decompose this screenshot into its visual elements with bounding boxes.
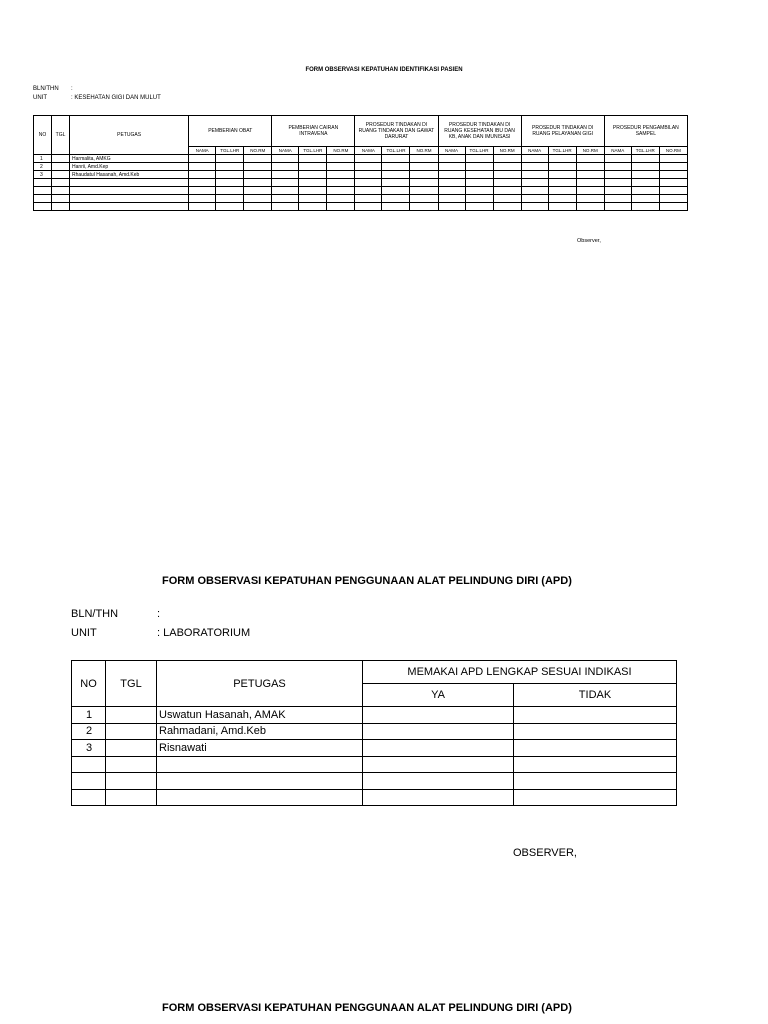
row-value-cell: [382, 195, 410, 203]
row-value-cell: [189, 163, 216, 171]
row-value-cell: [327, 195, 355, 203]
row-no-cell: [34, 187, 52, 195]
row-petugas-cell: Rhaudatul Hasanah, Amd.Keb: [70, 171, 189, 179]
row-value-cell: [631, 179, 659, 187]
table-row: [72, 740, 677, 757]
row-value-cell: [382, 171, 410, 179]
row-petugas-cell: Hanrii, Amd.Kep: [70, 163, 189, 171]
row-value-cell: [382, 179, 410, 187]
row-value-cell: [521, 155, 548, 163]
row-value-cell: [576, 171, 604, 179]
sub-header: NO.RM: [410, 147, 438, 155]
row-no-cell: [72, 789, 106, 806]
table-row: [72, 707, 677, 724]
form2-bln-label: BLN/THN: [71, 608, 119, 620]
form2-observer-label: OBSERVER,: [513, 847, 577, 859]
row-value-cell: [514, 723, 677, 740]
row-value-cell: [189, 195, 216, 203]
row-no-cell: 2: [72, 723, 106, 740]
row-value-cell: [189, 203, 216, 211]
row-value-cell: [272, 203, 299, 211]
form3-title: FORM OBSERVASI KEPATUHAN PENGGUNAAN ALAT PELINDUNG DIRI (APD): [162, 1002, 572, 1014]
sub-header: TGL.LHR: [299, 147, 327, 155]
row-value-cell: [493, 155, 521, 163]
sub-header: TGL.LHR: [631, 147, 659, 155]
row-value-cell: [604, 171, 631, 179]
row-value-cell: [521, 179, 548, 187]
group-header: PROSEDUR TINDAKAN DI RUANG TINDAKAN DAN GAWAT DARURAT: [355, 116, 438, 147]
row-value-cell: [299, 163, 327, 171]
row-value-cell: [382, 163, 410, 171]
sub-header: NO.RM: [659, 147, 687, 155]
row-value-cell: [299, 179, 327, 187]
row-value-cell: [216, 203, 244, 211]
row-value-cell: [355, 179, 382, 187]
row-value-cell: [272, 171, 299, 179]
row-value-cell: [272, 179, 299, 187]
row-value-cell: [216, 171, 244, 179]
row-petugas-cell: [157, 756, 363, 773]
form1-bln-label: BLN/THN: [33, 86, 59, 92]
form2-table: [71, 660, 677, 806]
row-petugas-cell: Rahmadani, Amd.Keb: [157, 723, 363, 740]
row-value-cell: [355, 163, 382, 171]
row-value-cell: [410, 171, 438, 179]
row-petugas-cell: Harmalita, AMKG: [70, 155, 189, 163]
row-value-cell: [465, 203, 493, 211]
row-value-cell: [521, 203, 548, 211]
row-value-cell: [244, 163, 272, 171]
sub-header: TGL.LHR: [216, 147, 244, 155]
col-no-header: NO: [34, 116, 52, 155]
group-header: MEMAKAI APD LENGKAP SESUAI INDIKASI: [363, 661, 677, 684]
form1-title: FORM OBSERVASI KEPATUHAN IDENTIFIKASI PASIEN: [305, 67, 463, 73]
row-value-cell: [410, 195, 438, 203]
row-value-cell: [244, 195, 272, 203]
row-value-cell: [327, 163, 355, 171]
row-value-cell: [410, 155, 438, 163]
table-row: [34, 203, 688, 211]
row-value-cell: [216, 187, 244, 195]
row-petugas-cell: Uswatun Hasanah, AMAK: [157, 707, 363, 724]
row-value-cell: [355, 187, 382, 195]
row-tgl-cell: [52, 203, 70, 211]
row-value-cell: [438, 163, 465, 171]
row-value-cell: [216, 195, 244, 203]
sub-header: NAMA: [438, 147, 465, 155]
row-tgl-cell: [106, 756, 157, 773]
row-no-cell: [34, 195, 52, 203]
row-value-cell: [216, 163, 244, 171]
row-value-cell: [438, 195, 465, 203]
form1-table: [33, 115, 688, 211]
row-value-cell: [363, 740, 514, 757]
group-header: PROSEDUR TINDAKAN DI RUANG PELAYANAN GIGI: [521, 116, 604, 147]
row-value-cell: [244, 171, 272, 179]
row-value-cell: [493, 187, 521, 195]
row-value-cell: [299, 155, 327, 163]
col-petugas-header: PETUGAS: [157, 661, 363, 707]
row-value-cell: [604, 187, 631, 195]
form2-unit-value: : LABORATORIUM: [157, 627, 251, 639]
group-header: PEMBERIAN CAIRAN INTRAVENA: [272, 116, 355, 147]
row-value-cell: [438, 155, 465, 163]
row-value-cell: [438, 179, 465, 187]
row-value-cell: [363, 707, 514, 724]
row-value-cell: [189, 171, 216, 179]
row-petugas-cell: [70, 187, 189, 195]
form2-unit-label: UNIT: [71, 627, 97, 639]
col-petugas-header: PETUGAS: [70, 116, 189, 155]
sub-header: NAMA: [189, 147, 216, 155]
row-no-cell: 1: [34, 155, 52, 163]
col-tgl-header: TGL: [52, 116, 70, 155]
table-row: [72, 723, 677, 740]
row-petugas-cell: [157, 773, 363, 790]
col-tidak-header: TIDAK: [514, 684, 677, 707]
row-value-cell: [548, 163, 576, 171]
row-value-cell: [189, 179, 216, 187]
row-value-cell: [631, 163, 659, 171]
row-tgl-cell: [52, 155, 70, 163]
sub-header: TGL.LHR: [548, 147, 576, 155]
row-value-cell: [521, 195, 548, 203]
row-value-cell: [631, 155, 659, 163]
row-value-cell: [216, 179, 244, 187]
row-value-cell: [438, 187, 465, 195]
row-tgl-cell: [106, 740, 157, 757]
table-row: [72, 773, 677, 790]
form1-unit-label: UNIT: [33, 95, 47, 101]
row-value-cell: [659, 203, 687, 211]
row-value-cell: [604, 163, 631, 171]
row-value-cell: [465, 195, 493, 203]
row-value-cell: [438, 171, 465, 179]
row-value-cell: [244, 155, 272, 163]
row-tgl-cell: [106, 789, 157, 806]
row-no-cell: [34, 179, 52, 187]
row-no-cell: [72, 756, 106, 773]
row-value-cell: [576, 163, 604, 171]
row-value-cell: [631, 203, 659, 211]
row-value-cell: [514, 756, 677, 773]
row-value-cell: [410, 187, 438, 195]
row-value-cell: [631, 187, 659, 195]
row-value-cell: [493, 171, 521, 179]
col-no-header: NO: [72, 661, 106, 707]
row-petugas-cell: [157, 789, 363, 806]
form1-unit-value: : KESEHATAN GIGI DAN MULUT: [71, 95, 161, 101]
row-value-cell: [382, 203, 410, 211]
row-value-cell: [659, 195, 687, 203]
row-value-cell: [659, 179, 687, 187]
row-value-cell: [604, 203, 631, 211]
row-value-cell: [410, 163, 438, 171]
row-value-cell: [410, 179, 438, 187]
form2-title: FORM OBSERVASI KEPATUHAN PENGGUNAAN ALAT PELINDUNG DIRI (APD): [162, 575, 572, 587]
row-value-cell: [604, 155, 631, 163]
row-value-cell: [576, 195, 604, 203]
row-value-cell: [576, 187, 604, 195]
group-header: PROSEDUR TINDAKAN DI RUANG KESEHATAN IBU DAN KB, ANAK DAN IMUNISASI: [438, 116, 521, 147]
row-value-cell: [548, 155, 576, 163]
row-value-cell: [438, 203, 465, 211]
table-row: [34, 163, 688, 171]
row-value-cell: [514, 773, 677, 790]
row-value-cell: [659, 171, 687, 179]
row-value-cell: [465, 179, 493, 187]
row-value-cell: [382, 155, 410, 163]
row-value-cell: [548, 171, 576, 179]
row-no-cell: 2: [34, 163, 52, 171]
row-value-cell: [514, 789, 677, 806]
row-value-cell: [244, 179, 272, 187]
table-row: [34, 195, 688, 203]
row-value-cell: [576, 179, 604, 187]
col-ya-header: YA: [363, 684, 514, 707]
table-row: [34, 171, 688, 179]
row-value-cell: [299, 187, 327, 195]
row-value-cell: [355, 171, 382, 179]
row-value-cell: [576, 155, 604, 163]
row-tgl-cell: [52, 187, 70, 195]
row-value-cell: [299, 203, 327, 211]
sub-header: NO.RM: [327, 147, 355, 155]
row-value-cell: [216, 155, 244, 163]
row-petugas-cell: [70, 195, 189, 203]
table-row: [72, 789, 677, 806]
row-tgl-cell: [52, 195, 70, 203]
row-value-cell: [272, 155, 299, 163]
sub-header: NAMA: [604, 147, 631, 155]
sub-header: NO.RM: [576, 147, 604, 155]
row-value-cell: [493, 195, 521, 203]
row-no-cell: 1: [72, 707, 106, 724]
table-row: [34, 187, 688, 195]
row-value-cell: [363, 723, 514, 740]
row-value-cell: [659, 187, 687, 195]
row-value-cell: [355, 203, 382, 211]
sub-header: NO.RM: [244, 147, 272, 155]
form2-bln-value: :: [157, 608, 161, 620]
table-row: [34, 179, 688, 187]
row-value-cell: [244, 203, 272, 211]
row-no-cell: [72, 773, 106, 790]
row-no-cell: [34, 203, 52, 211]
row-value-cell: [514, 740, 677, 757]
row-value-cell: [659, 163, 687, 171]
row-value-cell: [327, 203, 355, 211]
row-value-cell: [548, 195, 576, 203]
row-value-cell: [514, 707, 677, 724]
row-value-cell: [604, 179, 631, 187]
row-tgl-cell: [106, 723, 157, 740]
row-tgl-cell: [52, 179, 70, 187]
row-value-cell: [604, 195, 631, 203]
sub-header: NO.RM: [493, 147, 521, 155]
sub-header: NAMA: [272, 147, 299, 155]
row-value-cell: [465, 163, 493, 171]
sub-header: TGL.LHR: [382, 147, 410, 155]
row-value-cell: [363, 789, 514, 806]
row-value-cell: [327, 171, 355, 179]
row-tgl-cell: [52, 163, 70, 171]
row-value-cell: [493, 163, 521, 171]
row-value-cell: [465, 187, 493, 195]
row-tgl-cell: [52, 171, 70, 179]
row-value-cell: [576, 203, 604, 211]
row-value-cell: [521, 163, 548, 171]
row-value-cell: [272, 187, 299, 195]
row-value-cell: [363, 756, 514, 773]
row-value-cell: [493, 179, 521, 187]
row-value-cell: [355, 155, 382, 163]
sub-header: NAMA: [355, 147, 382, 155]
table-row: [72, 756, 677, 773]
row-tgl-cell: [106, 773, 157, 790]
form1-bln-value: :: [71, 86, 73, 92]
row-value-cell: [521, 171, 548, 179]
col-tgl-header: TGL: [106, 661, 157, 707]
table-row: [34, 155, 688, 163]
row-value-cell: [327, 155, 355, 163]
row-value-cell: [327, 179, 355, 187]
row-value-cell: [272, 163, 299, 171]
row-value-cell: [189, 187, 216, 195]
row-value-cell: [244, 187, 272, 195]
row-value-cell: [521, 187, 548, 195]
row-value-cell: [493, 203, 521, 211]
group-header: PROSEDUR PENGAMBILAN SAMPEL: [604, 116, 687, 147]
row-value-cell: [659, 155, 687, 163]
row-value-cell: [382, 187, 410, 195]
row-value-cell: [363, 773, 514, 790]
row-tgl-cell: [106, 707, 157, 724]
row-petugas-cell: [70, 179, 189, 187]
row-value-cell: [299, 171, 327, 179]
form1-observer-label: Observer,: [577, 238, 601, 244]
row-value-cell: [272, 195, 299, 203]
sub-header: NAMA: [521, 147, 548, 155]
row-value-cell: [465, 155, 493, 163]
row-value-cell: [465, 171, 493, 179]
row-petugas-cell: [70, 203, 189, 211]
row-petugas-cell: Risnawati: [157, 740, 363, 757]
row-value-cell: [548, 203, 576, 211]
row-value-cell: [355, 195, 382, 203]
row-value-cell: [631, 195, 659, 203]
row-value-cell: [548, 179, 576, 187]
row-value-cell: [410, 203, 438, 211]
row-value-cell: [548, 187, 576, 195]
group-header: PEMBERIAN OBAT: [189, 116, 272, 147]
row-no-cell: 3: [72, 740, 106, 757]
row-value-cell: [189, 155, 216, 163]
row-no-cell: 3: [34, 171, 52, 179]
row-value-cell: [631, 171, 659, 179]
row-value-cell: [327, 187, 355, 195]
sub-header: TGL.LHR: [465, 147, 493, 155]
row-value-cell: [299, 195, 327, 203]
